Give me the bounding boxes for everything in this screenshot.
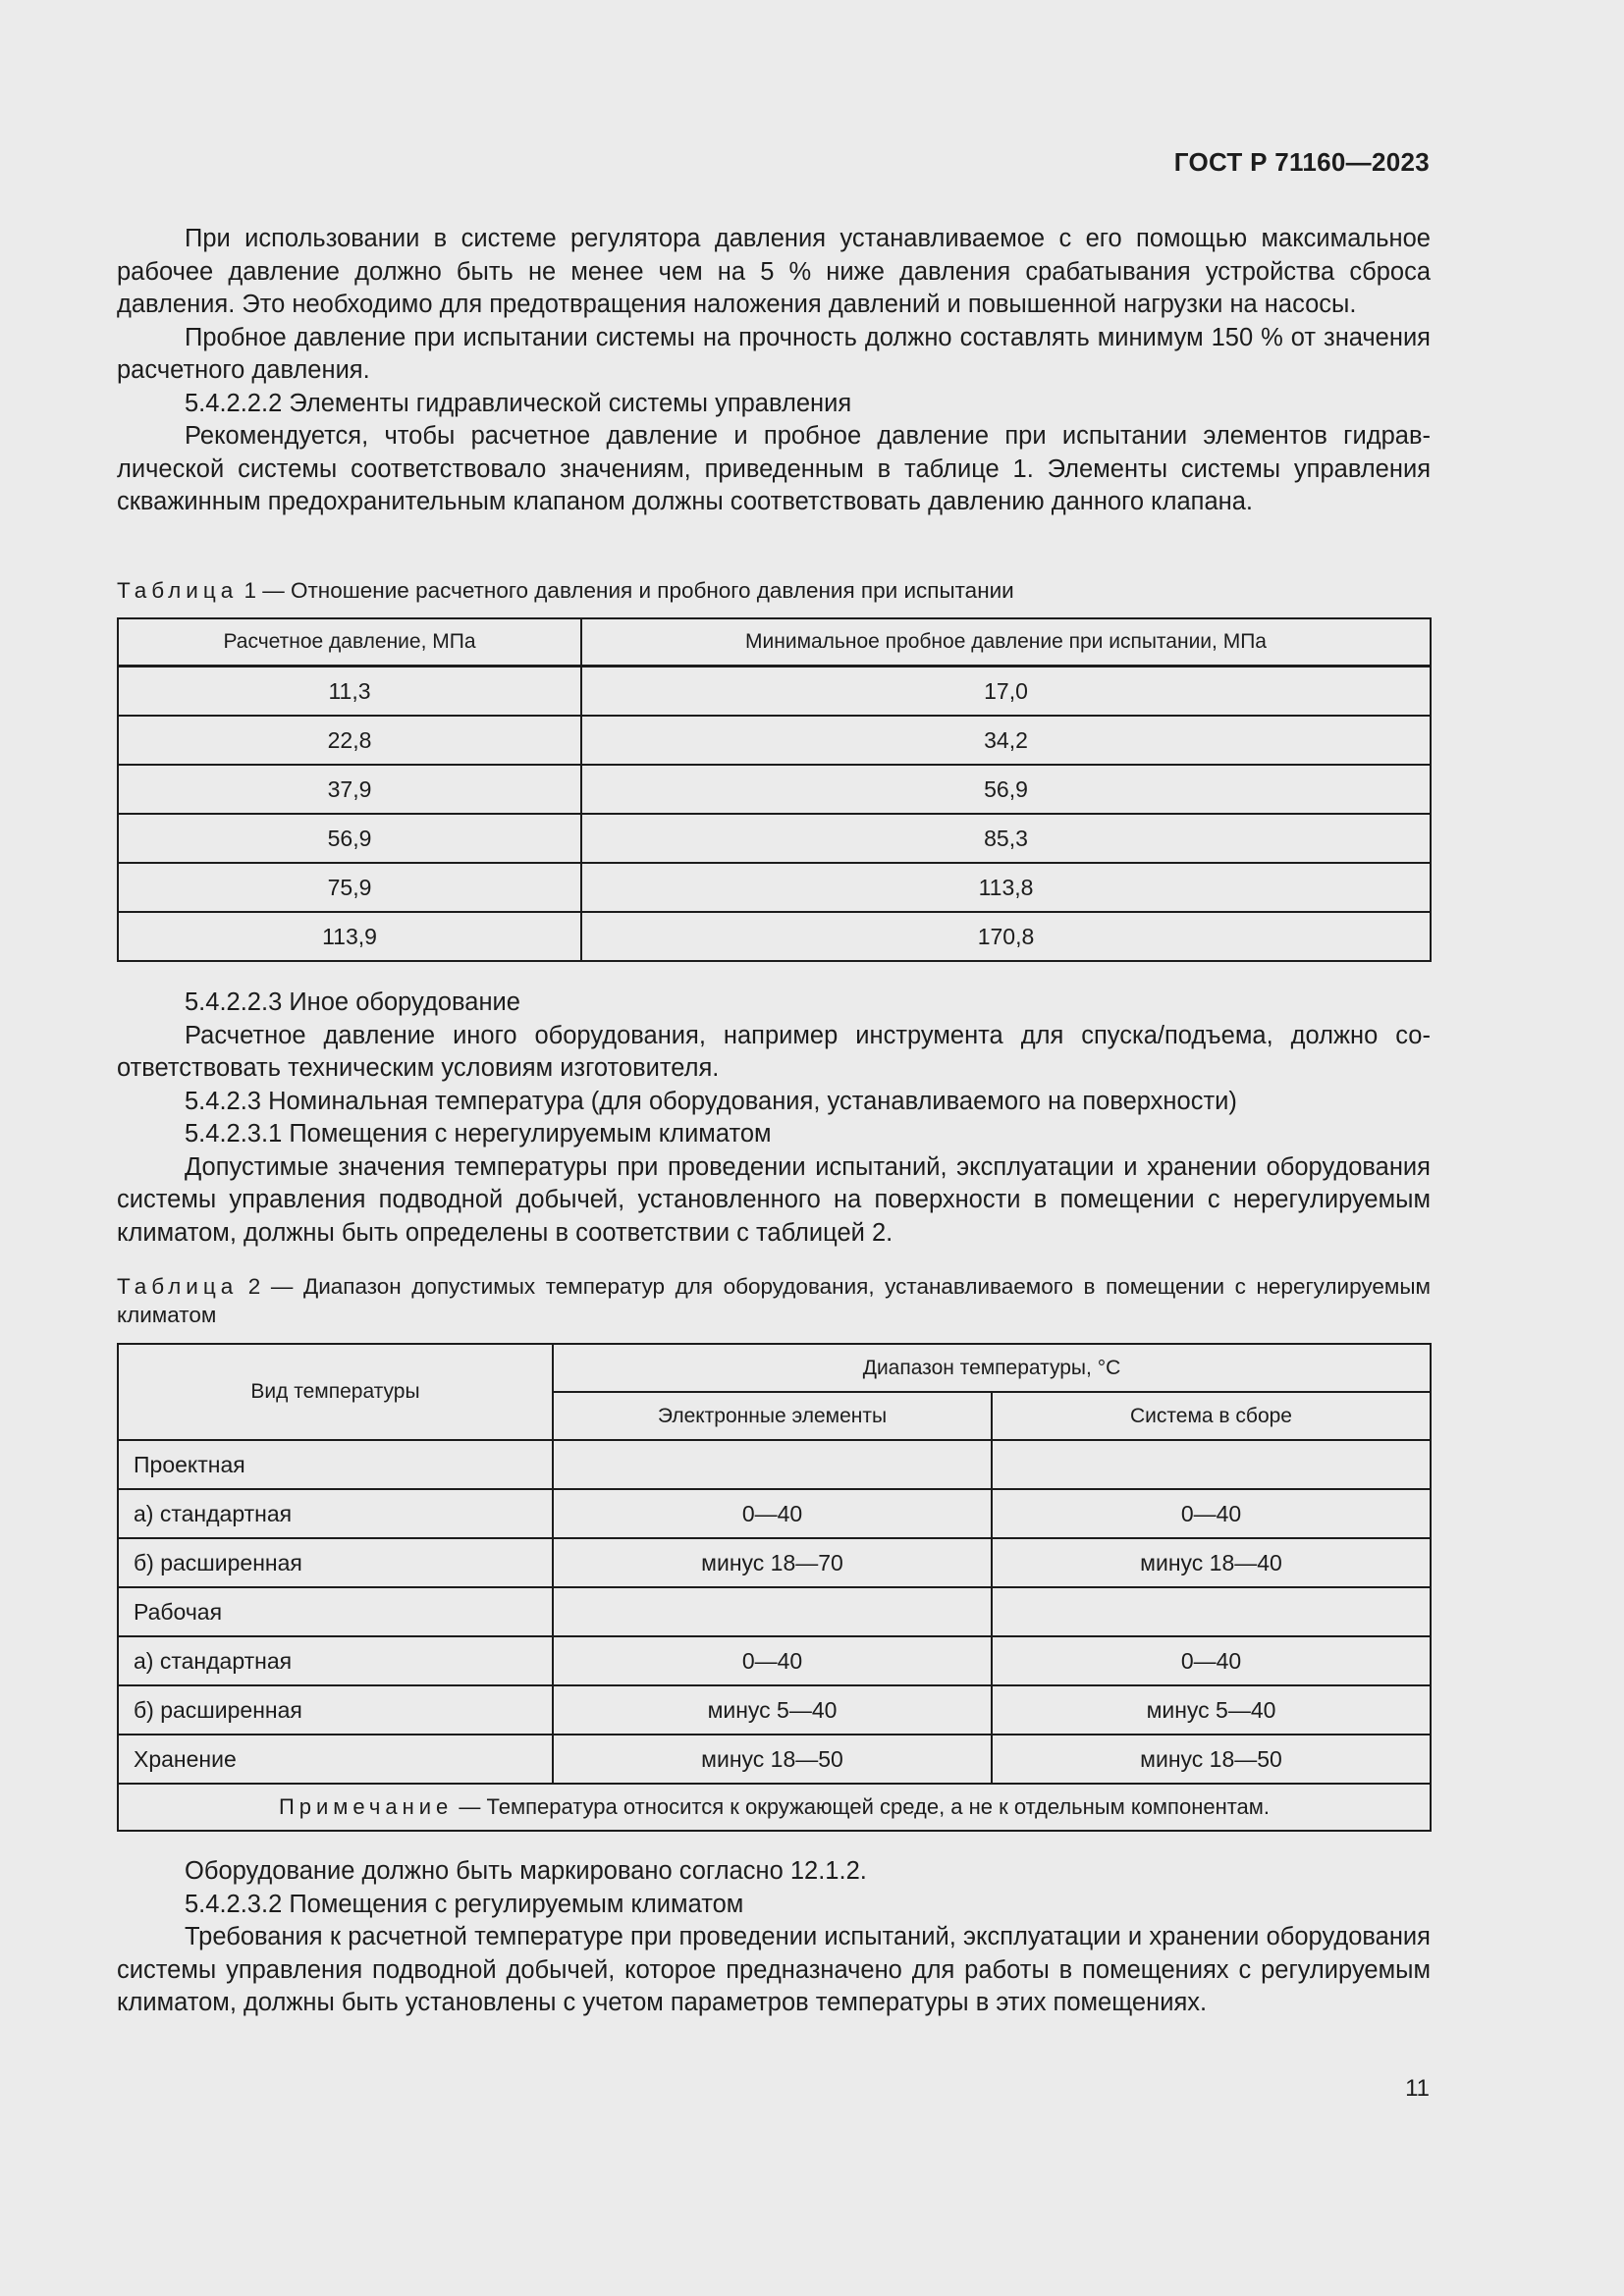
paragraph-other-equipment: Расчетное давление иного оборудования, например инструмента для спуска/подъема, должно соответствовать техническим условиям изготовителя. xyxy=(117,1021,1431,1082)
table-cell xyxy=(553,1440,992,1489)
table-row xyxy=(118,912,1431,961)
table-cell: а) стандартная xyxy=(118,1636,553,1685)
intro-section xyxy=(117,223,1431,519)
table-row xyxy=(118,1735,1431,1784)
table-cell: 0—40 xyxy=(992,1489,1431,1538)
table-cell: а) стандартная xyxy=(118,1489,553,1538)
table-cell xyxy=(553,1587,992,1636)
table2-note-word: Примечание xyxy=(278,1794,454,1819)
paragraph-hydraulic-elements: Рекомендуется, чтобы расчетное давление и пробное давление при испытании элементов гидравлической системы соответствовало значениям, приведенным в таблице 1. Элементы системы управления скважинным предохранительным клапаном должны соответствовать давлению данного клапана. xyxy=(117,422,1431,515)
table-cell: 34,2 xyxy=(581,716,1431,765)
table-cell: минус 18—50 xyxy=(992,1735,1431,1784)
section-heading-5-4-2-3-1: 5.4.2.3.1 Помещения с нерегулируемым климатом xyxy=(185,1120,772,1148)
section-heading-5-4-2-3: 5.4.2.3 Номинальная температура (для оборудования, устанавливаемого на поверхности) xyxy=(185,1087,1237,1115)
table-cell: Хранение xyxy=(118,1735,553,1784)
table1-header-test-pressure: Минимальное пробное давление при испытании, МПа xyxy=(581,618,1431,667)
table-cell: минус 18—70 xyxy=(553,1538,992,1587)
paragraph-pressure-regulator: При использовании в системе регулятора давления устанавливаемое с его помощью максимальное рабочее давление должно быть не менее чем на 5 % ниже давления срабатывания устройства сброса давления. Это необходимо для предотвращения наложения давлений и повышенной нагрузки на насосы. xyxy=(117,225,1431,318)
section-heading-5-4-2-2-3: 5.4.2.2.3 Иное оборудование xyxy=(185,988,520,1016)
table-cell: б) расширенная xyxy=(118,1685,553,1735)
table2-header-electronic: Электронные элементы xyxy=(553,1392,992,1440)
table-row xyxy=(118,1685,1431,1735)
temperature-table xyxy=(117,1343,1432,1832)
table-cell: 170,8 xyxy=(581,912,1431,961)
table-cell: минус 5—40 xyxy=(992,1685,1431,1735)
table1-caption-text: 1 — Отношение расчетного давления и пробного давления при испытании xyxy=(238,578,1014,603)
table-cell xyxy=(992,1587,1431,1636)
table2-header-system: Система в сборе xyxy=(992,1392,1431,1440)
table-cell: 0—40 xyxy=(992,1636,1431,1685)
table-cell: 56,9 xyxy=(118,814,581,863)
page-number: 11 xyxy=(1405,2075,1430,2102)
table-cell: 75,9 xyxy=(118,863,581,912)
table-cell: 22,8 xyxy=(118,716,581,765)
table-cell: б) расширенная xyxy=(118,1538,553,1587)
section-heading-5-4-2-3-2: 5.4.2.3.2 Помещения с регулируемым климатом xyxy=(185,1890,744,1918)
table-row xyxy=(118,1489,1431,1538)
table-row xyxy=(118,667,1431,717)
middle-section xyxy=(117,987,1431,1250)
table2-caption-word: Таблица xyxy=(117,1274,239,1299)
table-cell: 113,9 xyxy=(118,912,581,961)
paragraph-test-pressure: Пробное давление при испытании системы на прочность должно составлять минимум 150 % от значения расчетного давления. xyxy=(117,323,1431,384)
table-cell: 113,8 xyxy=(581,863,1431,912)
table1-header-design-pressure: Расчетное давление, МПа xyxy=(118,618,581,667)
table-cell: 56,9 xyxy=(581,765,1431,814)
table-cell: 37,9 xyxy=(118,765,581,814)
table-row xyxy=(118,1587,1431,1636)
paragraph-marking: Оборудование должно быть маркировано согласно 12.1.2. xyxy=(185,1857,867,1885)
document-standard-id: ГОСТ Р 71160—2023 xyxy=(1173,147,1430,177)
table-row xyxy=(118,1538,1431,1587)
table-cell: минус 5—40 xyxy=(553,1685,992,1735)
paragraph-climate-controlled: Требования к расчетной температуре при проведении испытаний, эксплуатации и хранении оборудования системы управления подводной добычей, которое предназначено для работы в помещениях с регулируемым климатом, должны быть установлены с учетом параметров температуры в этих помещениях. xyxy=(117,1923,1431,2016)
table-cell: минус 18—50 xyxy=(553,1735,992,1784)
table2-header-range: Диапазон температуры, °С xyxy=(553,1344,1431,1392)
table-cell: 17,0 xyxy=(581,667,1431,717)
table-cell: Проектная xyxy=(118,1440,553,1489)
table-row xyxy=(118,814,1431,863)
table-header-row xyxy=(118,1344,1431,1392)
table-row xyxy=(118,1636,1431,1685)
table-row xyxy=(118,863,1431,912)
table-note-row xyxy=(118,1784,1431,1831)
pressure-table xyxy=(117,617,1432,962)
table2-caption xyxy=(117,1272,1431,1329)
table-cell: 0—40 xyxy=(553,1636,992,1685)
table-cell: минус 18—40 xyxy=(992,1538,1431,1587)
table-cell: Рабочая xyxy=(118,1587,553,1636)
table-cell: 85,3 xyxy=(581,814,1431,863)
table-cell: 11,3 xyxy=(118,667,581,717)
table-row xyxy=(118,1440,1431,1489)
table-cell xyxy=(992,1440,1431,1489)
table2-header-type: Вид температуры xyxy=(118,1344,553,1440)
table-row xyxy=(118,716,1431,765)
table2-note-text: — Температура относится к окружающей среде, а не к отдельным компонентам. xyxy=(453,1794,1271,1819)
table1-caption xyxy=(117,576,1431,605)
paragraph-temperature-values: Допустимые значения температуры при проведении испытаний, эксплуатации и хранении оборудования системы управления подводной добычей, установленного на поверхности в помещении с нерегулируемым климатом, должны быть определены в соответствии с таблицей 2. xyxy=(117,1152,1431,1247)
table1-caption-word: Таблица xyxy=(117,578,239,603)
table-row xyxy=(118,765,1431,814)
table-cell: 0—40 xyxy=(553,1489,992,1538)
table-header-row xyxy=(118,618,1431,667)
table2-note xyxy=(118,1784,1431,1831)
table2-caption-text: 2 — Диапазон допустимых температур для оборудования, устанавливаемого в помещении с нерегулируемым климатом xyxy=(117,1274,1431,1327)
section-heading-5-4-2-2-2: 5.4.2.2.2 Элементы гидравлической системы управления xyxy=(185,389,852,417)
closing-section xyxy=(117,1855,1431,2020)
